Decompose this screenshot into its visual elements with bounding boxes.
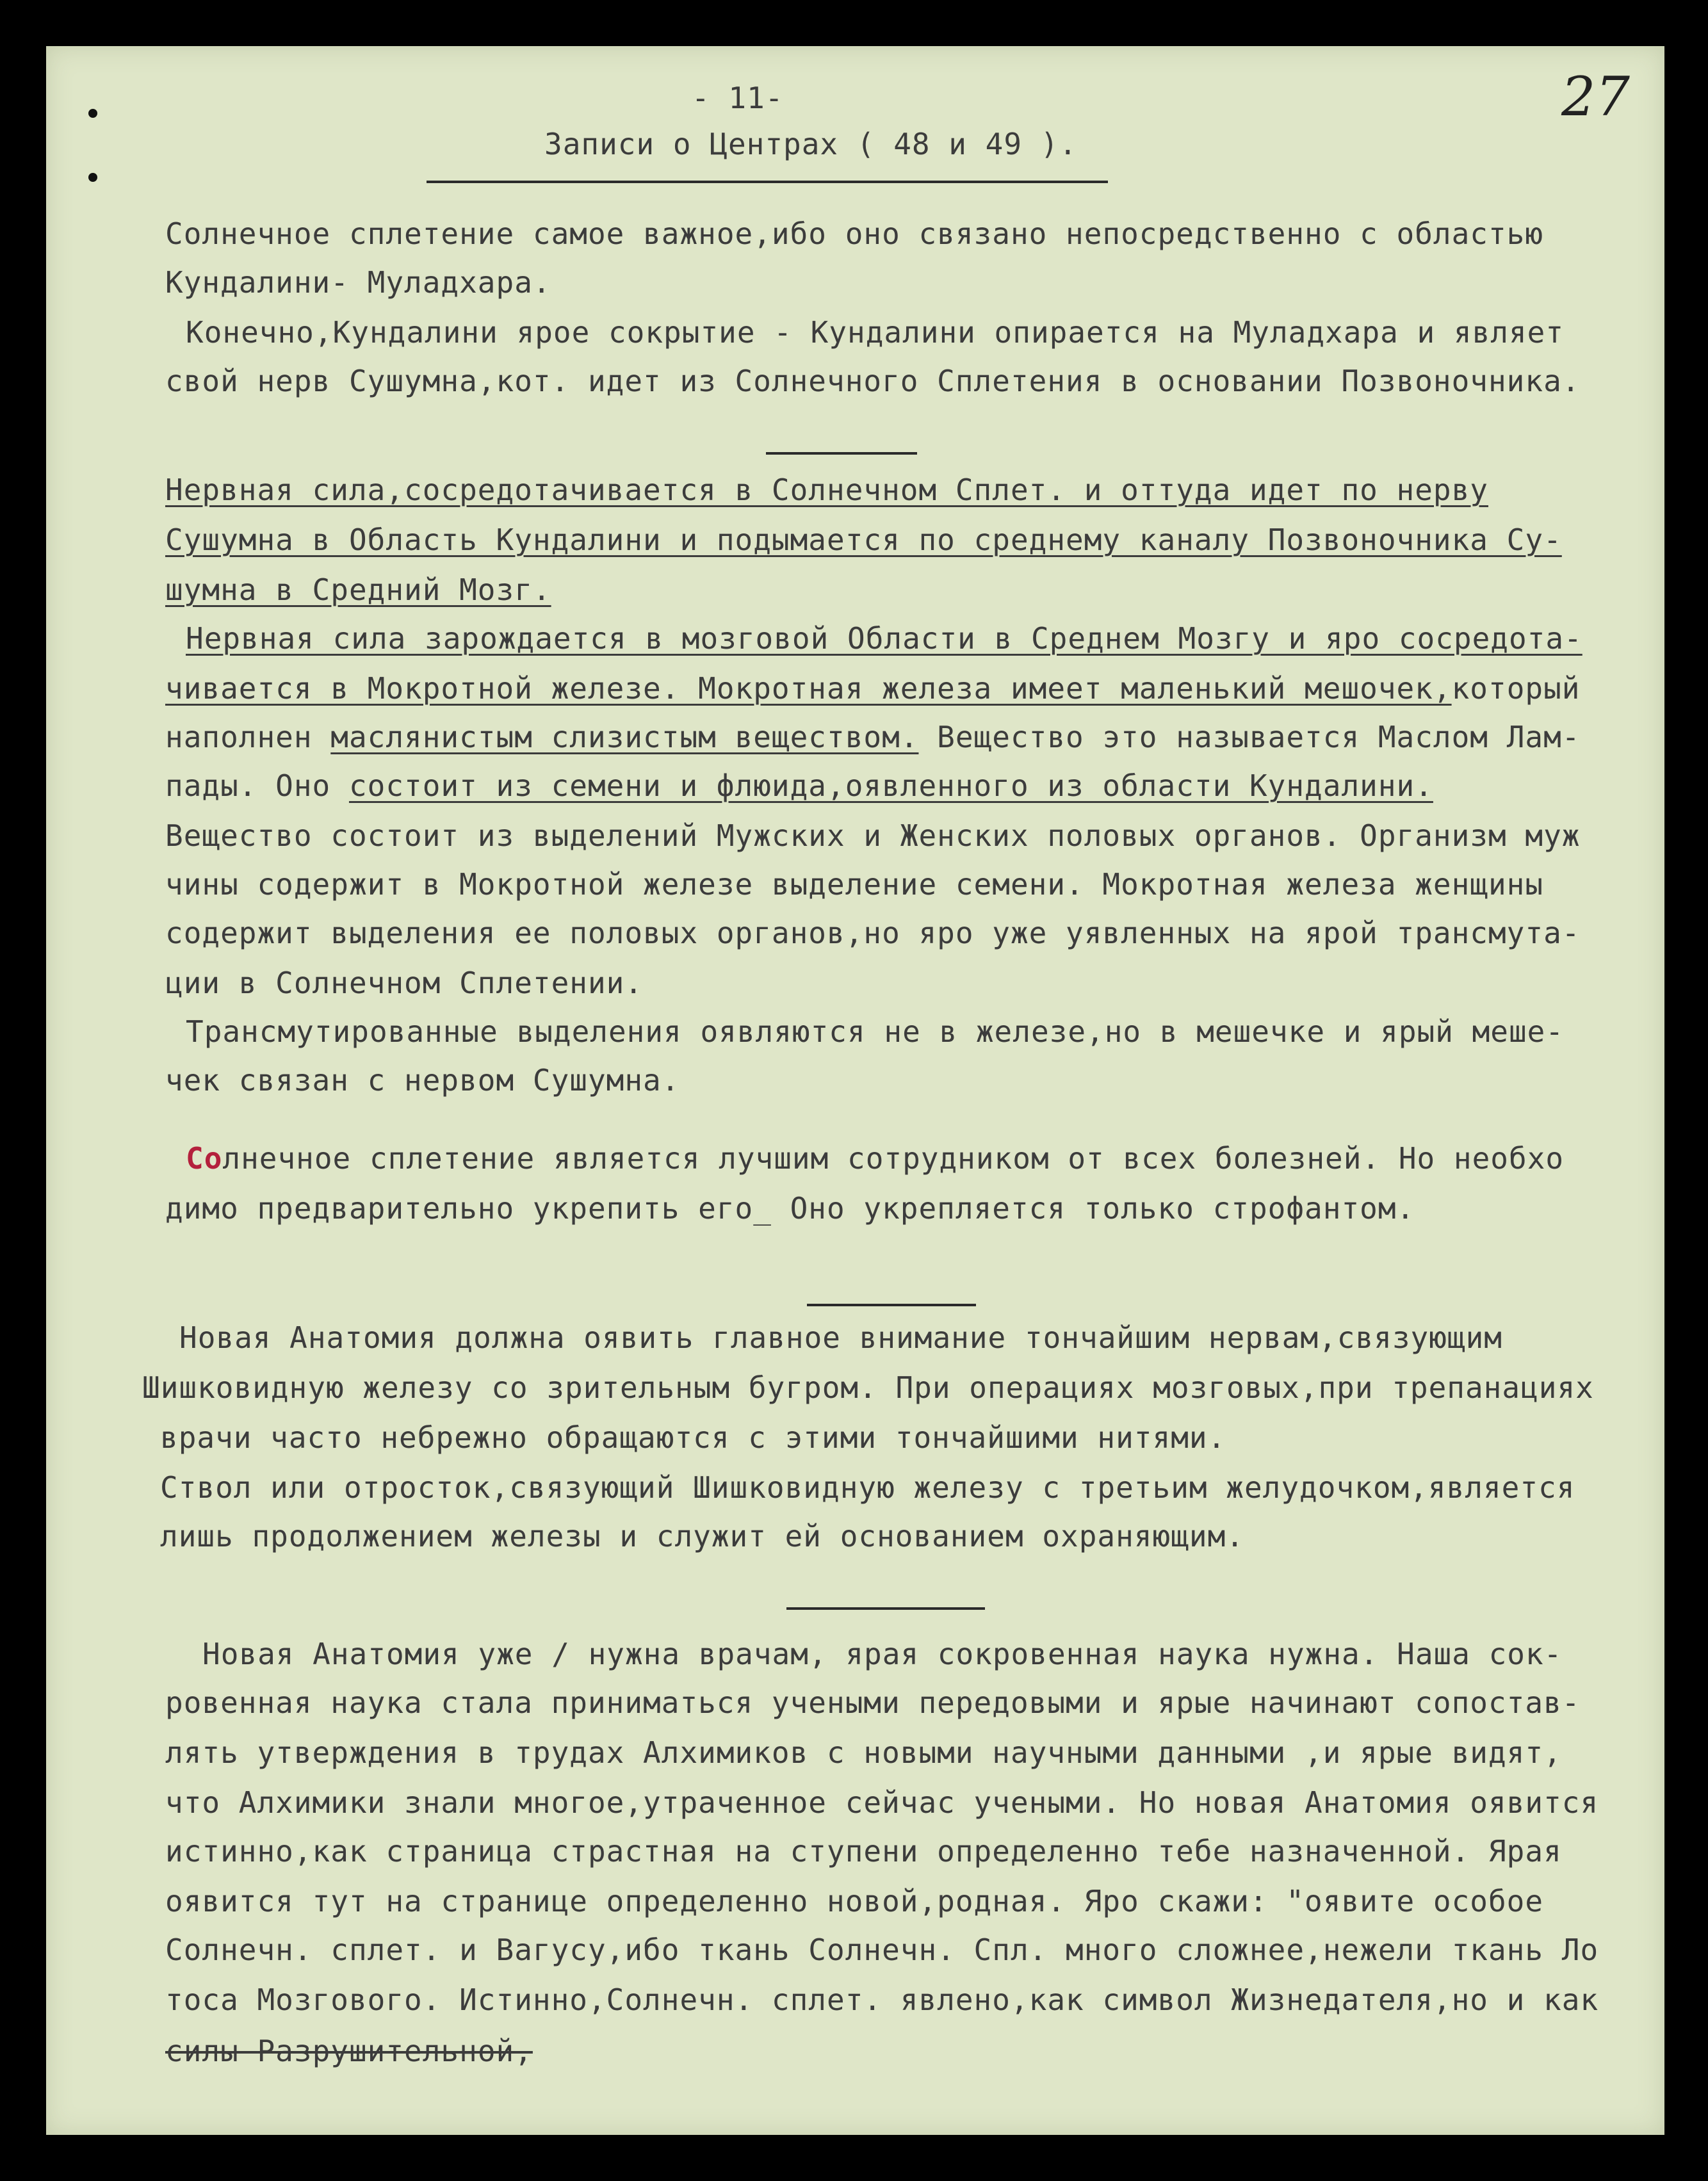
s2-line-6 xyxy=(165,720,1580,754)
s2-line-7-underlined: состоит из семени и флюида,оявленного из области Кундалини. xyxy=(348,768,1433,803)
punch-mark-bottom xyxy=(88,173,97,182)
section-divider-1 xyxy=(766,452,917,455)
s2-line-10: содержит выделения ее половых органов,но яро уже уявленных на ярой трансмута- xyxy=(165,916,1581,950)
s2-line-5-rest: который xyxy=(1451,671,1581,706)
s3-line-1-text: лнечное сплетение является лучшим сотрудником от всех болезней. Но необхо xyxy=(222,1141,1565,1176)
page-number: - 11- xyxy=(692,81,784,115)
s2-line-5-underlined: чивается в Мокротной железе. Мокротная железа имеет маленький мешочек, xyxy=(165,671,1452,706)
s1-line-1: Солнечное сплетение самое важное,ибо оно связано непосредственно с областью xyxy=(165,216,1544,251)
archive-folio-number: 27 xyxy=(1561,65,1630,128)
s2-line-4: Нервная сила зарождается в мозговой Области в Среднем Мозгу и яро сосредота- xyxy=(186,621,1582,656)
s2-line-13: чек связан с нервом Сушумна. xyxy=(165,1063,680,1098)
s5-line-6: оявится тут на странице определенно новой,родная. Яро скажи: "оявите особое xyxy=(165,1884,1544,1918)
s4-line-3: врачи часто небрежно обращаются с этими тончайшими нитями. xyxy=(160,1420,1226,1455)
s4-line-4: Ствол или отросток,связующий Шишковидную железу с третьим желудочком,является xyxy=(160,1470,1575,1505)
s2-line-1: Нервная сила,сосредотачивается в Солнечном Сплет. и оттуда идет по нерву xyxy=(165,473,1488,507)
s5-line-7: Солнечн. сплет. и Вагусу,ибо ткань Солнечн. Спл. много сложнее,нежели ткань Ло xyxy=(165,1933,1599,1967)
s4-line-2: Шишковидную железу со зрительным бугром. При операциях мозговых,при трепанациях xyxy=(142,1370,1594,1405)
punch-mark-top xyxy=(88,109,97,118)
s1-line-2: Кундалини- Муладхара. xyxy=(165,265,551,300)
s5-line-8: тоса Мозгового. Истинно,Солнечн. сплет. явлено,как символ Жизнедателя,но и как xyxy=(165,1982,1599,2017)
section-divider-3 xyxy=(786,1607,985,1610)
s2-line-11: ции в Солнечном Сплетении. xyxy=(165,966,644,1000)
s3-red-correction: Со xyxy=(186,1141,223,1176)
s2-line-2: Сушумна в Область Кундалини и подымается по среднему каналу Позвоночника Су- xyxy=(165,523,1562,557)
document-title: Записи о Центрах ( 48 и 49 ). xyxy=(544,127,1078,161)
s2-line-9: чины содержит в Мокротной железе выделение семени. Мокротная железа женщины xyxy=(165,867,1544,902)
s5-line-9-text: Разрушительной, xyxy=(257,2034,533,2068)
s2-line-6-underlined: маслянистым слизистым веществом. xyxy=(330,720,919,754)
title-underline xyxy=(427,181,1108,183)
s2-line-3: шумна в Средний Мозг. xyxy=(165,572,551,607)
s1-line-3: Конечно,Кундалини ярое сокрытие - Кундалини опирается на Муладхара и являет xyxy=(186,315,1565,350)
s3-line-2: димо предварительно укрепить его_ Оно укрепляется только строфантом. xyxy=(165,1191,1415,1226)
s2-line-7-start: пады. Оно xyxy=(165,768,349,803)
s2-line-7 xyxy=(165,768,1433,803)
s5-line-3: лять утверждения в трудах Алхимиков с новыми научными данными ,и ярые видят, xyxy=(165,1735,1562,1770)
s4-line-5: лишь продолжением железы и служит ей основанием охраняющим. xyxy=(160,1519,1244,1553)
s5-line-2: ровенная наука стала приниматься учеными передовыми и ярые начинают сопостав- xyxy=(165,1685,1581,1720)
s2-line-8: Вещество состоит из выделений Мужских и Женских половых органов. Организм муж xyxy=(165,818,1581,853)
s2-line-6-start: наполнен xyxy=(165,720,331,754)
s2-line-12: Трансмутированные выделения оявляются не в железе,но в мешечке и ярый меше- xyxy=(186,1014,1565,1049)
section-divider-2 xyxy=(807,1304,976,1306)
s5-line-1: Новая Анатомия уже / нужна врачам, ярая сокровенная наука нужна. Наша сок- xyxy=(202,1637,1563,1671)
s5-line-9 xyxy=(165,2034,533,2068)
s5-struck-word: силы xyxy=(165,2034,257,2068)
s3-line-1 xyxy=(186,1141,1564,1176)
s1-line-4: свой нерв Сушумна,кот. идет из Солнечного Сплетения в основании Позвоночника. xyxy=(165,364,1581,398)
s5-line-4: что Алхимики знали многое,утраченное сейчас учеными. Но новая Анатомия оявится xyxy=(165,1785,1599,1820)
s2-line-5 xyxy=(165,671,1580,706)
document-page xyxy=(46,46,1664,2135)
s4-line-1: Новая Анатомия должна оявить главное внимание тончайшим нервам,связующим xyxy=(179,1320,1502,1355)
s2-line-6-rest: Вещество это называется Маслом Лам- xyxy=(918,720,1581,754)
s5-line-5: истинно,как страница страстная на ступени определенно тебе назначенной. Ярая xyxy=(165,1834,1562,1869)
